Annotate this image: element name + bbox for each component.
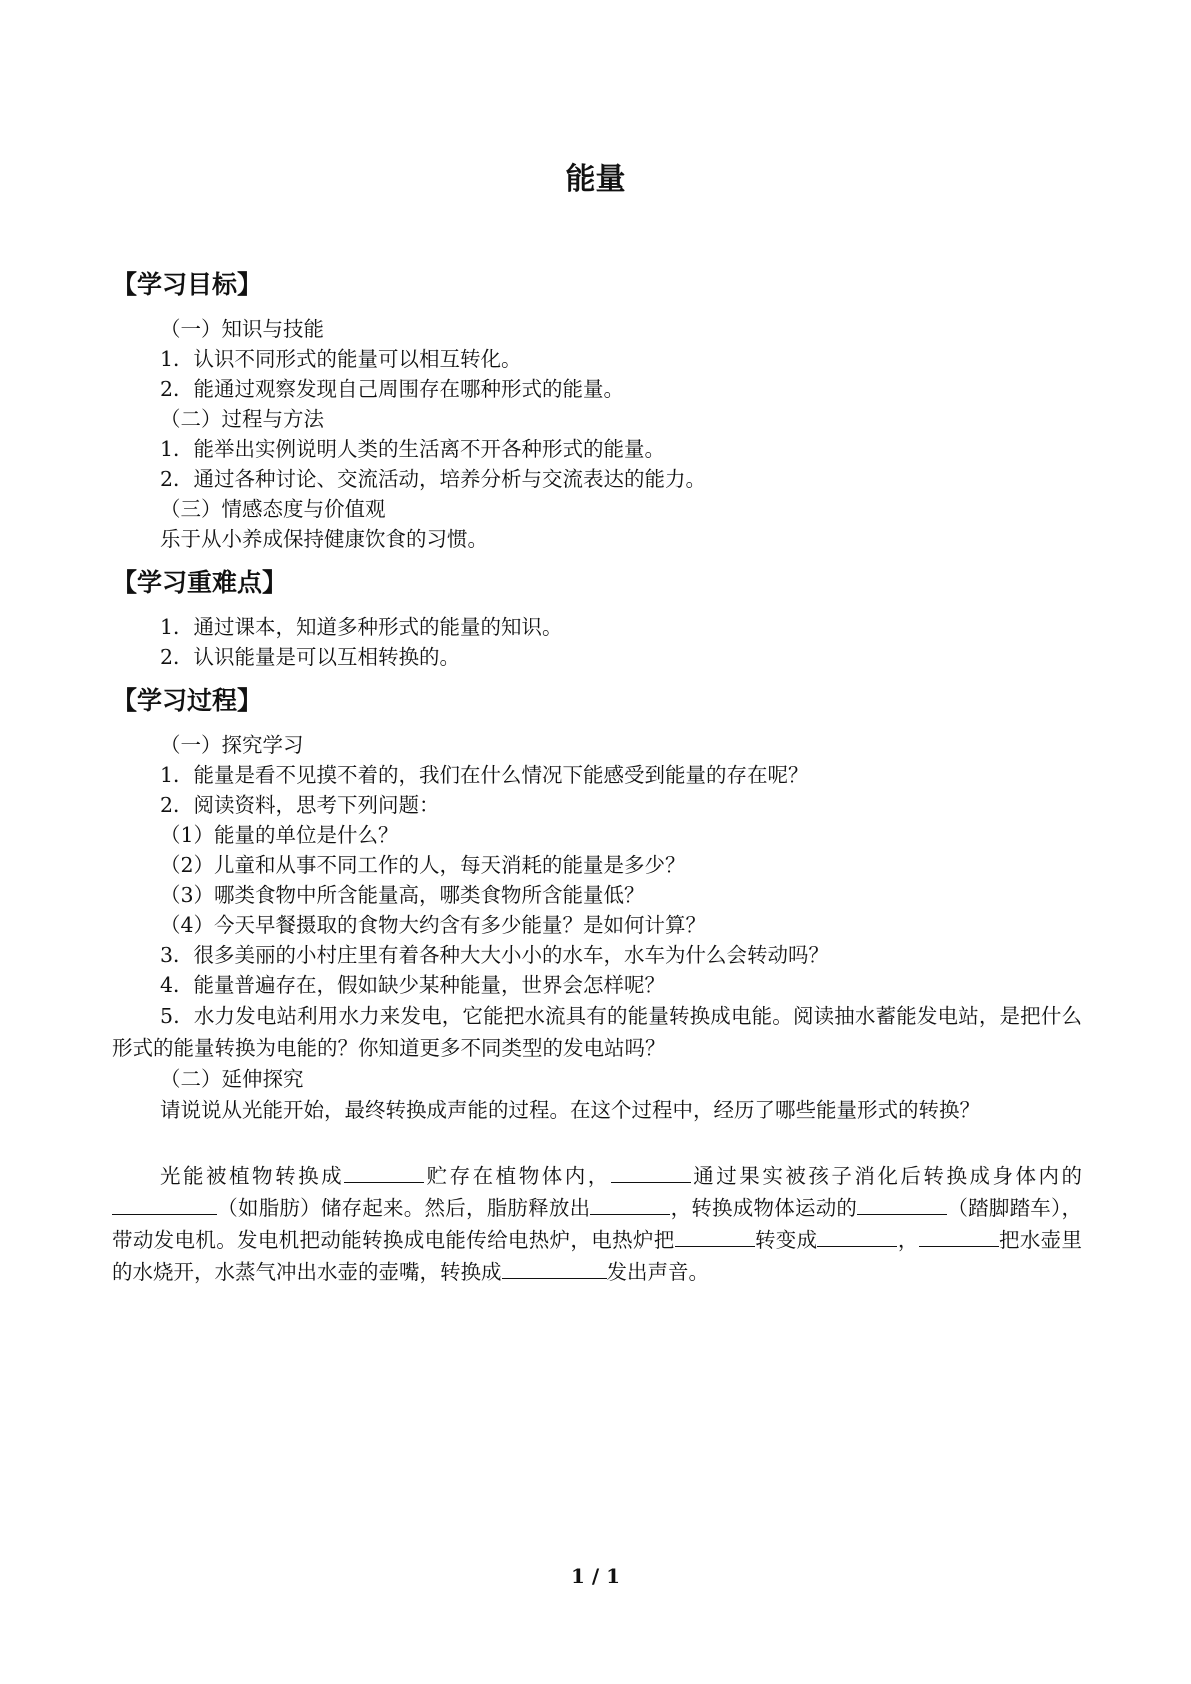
fill-blank[interactable]	[590, 1192, 670, 1215]
key-point-line: 1．通过课本，知道多种形式的能量的知识。	[160, 615, 563, 639]
process-line: 1．能量是看不见摸不着的，我们在什么情况下能感受到能量的存在呢？	[160, 763, 809, 787]
fill-text: 把水壶里的水烧开，水蒸气冲出水壶的壶嘴，转换成	[112, 1228, 1083, 1284]
fill-text: 贮存在植物体内，	[424, 1164, 611, 1188]
process-line: （3）哪类食物中所含能量高，哪类食物所含能量低？	[160, 883, 645, 907]
process-line: （一）探究学习	[160, 733, 304, 757]
objective-line: 2．通过各种讨论、交流活动，培养分析与交流表达的能力。	[160, 467, 707, 491]
fill-text: 通过果实被孩子消化后转换成身体内的	[690, 1164, 1083, 1188]
fill-text: （如脂肪）储存起来。然后，脂肪释放出	[217, 1196, 591, 1220]
fill-text: （踏脚踏车），带动发电机。发电机把动能转换成电能传给电热炉，电热炉把	[112, 1196, 1083, 1252]
fill-blank[interactable]	[857, 1192, 947, 1215]
page-title: 能量	[565, 162, 626, 197]
process-line: （4）今天早餐摄取的食物大约含有多少能量？是如何计算？	[160, 913, 707, 937]
fill-text: 光能被植物转换成	[160, 1164, 345, 1188]
process-line: （2）儿童和从事不同工作的人，每天消耗的能量是多少？	[160, 853, 686, 877]
objective-line: 1．认识不同形式的能量可以相互转化。	[160, 347, 522, 371]
fill-in-paragraph	[112, 1160, 1082, 1288]
section-heading-process: 【学习过程】	[112, 686, 263, 715]
fill-blank[interactable]	[611, 1160, 691, 1183]
objective-line: 乐于从小养成保持健康饮食的习惯。	[160, 527, 488, 551]
fill-text: ，转换成物体运动的	[670, 1196, 858, 1220]
section-heading-key-points: 【学习重难点】	[112, 568, 288, 597]
fill-blank[interactable]	[675, 1224, 755, 1247]
process-line: 4．能量普遍存在，假如缺少某种能量，世界会怎样呢？	[160, 973, 666, 997]
process-item-5: 5．水力发电站利用水力来发电，它能把水流具有的能量转换成电能。阅读抽水蓄能发电站，是把什么形式的能量转换为电能的？你知道更多不同类型的发电站吗？	[112, 1004, 1082, 1060]
fill-text: ，	[897, 1228, 919, 1252]
objective-line: （一）知识与技能	[160, 317, 324, 341]
fill-blank[interactable]	[344, 1160, 424, 1183]
extension-label: （二）延伸探究	[160, 1067, 304, 1091]
page-number: 1 / 1	[570, 1564, 621, 1588]
process-line: 3．很多美丽的小村庄里有着各种大大小小的水车，水车为什么会转动吗？	[160, 943, 830, 967]
fill-text: 转变成	[754, 1228, 818, 1252]
objective-line: 1．能举出实例说明人类的生活离不开各种形式的能量。	[160, 437, 666, 461]
fill-blank[interactable]	[502, 1256, 607, 1279]
process-line: 2．阅读资料，思考下列问题：	[160, 793, 440, 817]
process-line: （1）能量的单位是什么？	[160, 823, 399, 847]
fill-blank[interactable]	[112, 1192, 217, 1215]
section-heading-objectives: 【学习目标】	[112, 270, 263, 299]
objective-line: （二）过程与方法	[160, 407, 324, 431]
key-point-line: 2．认识能量是可以互相转换的。	[160, 645, 461, 669]
fill-text: 发出声音。	[606, 1260, 709, 1284]
objective-line: 2．能通过观察发现自己周围存在哪种形式的能量。	[160, 377, 625, 401]
fill-blank[interactable]	[817, 1224, 897, 1247]
extension-question: 请说说从光能开始，最终转换成声能的过程。在这个过程中，经历了哪些能量形式的转换？	[160, 1098, 980, 1122]
fill-blank[interactable]	[919, 1224, 999, 1247]
objective-line: （三）情感态度与价值观	[160, 497, 386, 521]
